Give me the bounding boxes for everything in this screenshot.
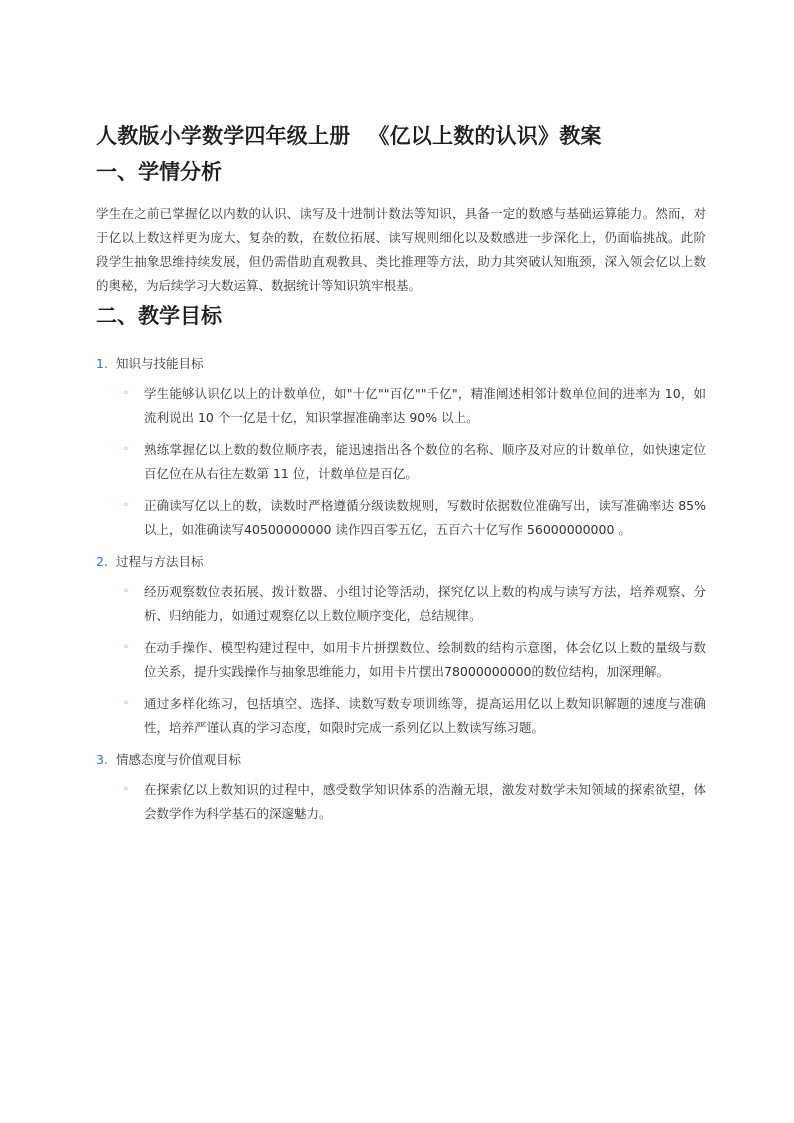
goal-title	[96, 550, 706, 574]
goal-number: 1.	[96, 356, 108, 371]
list-item	[96, 494, 706, 542]
goal-process	[96, 550, 706, 740]
bullet-icon: ◦	[123, 698, 129, 709]
goal-number: 3.	[96, 752, 108, 767]
list-item	[96, 580, 706, 628]
goal-list	[96, 352, 706, 826]
goal-attitude	[96, 748, 706, 826]
list-item-text: 熟练掌握亿以上数的数位顺序表，能迅速指出各个数位的名称、顺序及对应的计数单位，如快速定位百亿位在从右往左数第 11 位，计数单位是百亿。	[144, 442, 706, 481]
goal-title	[96, 352, 706, 376]
document-page	[96, 118, 706, 834]
bullet-icon: ◦	[123, 388, 129, 399]
goal-title-text: 情感态度与价值观目标	[116, 752, 242, 767]
document-title	[96, 118, 706, 154]
goal-title-text: 知识与技能目标	[116, 356, 204, 371]
list-item-text: 正确读写亿以上的数，读数时严格遵循分级读数规则，写数时依据数位准确写出，读写准确率达 85% 以上，如准确读写40500000000 读作四百零五亿，五百六十亿写作 56000000000 。	[144, 498, 706, 537]
document-title-part1: 人教版小学数学四年级上册	[96, 124, 351, 148]
list-item-text: 在动手操作、模型构建过程中，如用卡片拼摆数位、绘制数的结构示意图，体会亿以上数的量级与数位关系，提升实践操作与抽象思维能力，如用卡片摆出78000000000的数位结构，加深理解。	[144, 640, 706, 679]
bullet-icon: ◦	[123, 500, 129, 511]
bullet-icon: ◦	[123, 444, 129, 455]
goal-sub-list	[96, 778, 706, 826]
bullet-icon: ◦	[123, 586, 129, 597]
goal-sub-list	[96, 580, 706, 740]
goal-number: 2.	[96, 554, 108, 569]
goal-sub-list	[96, 382, 706, 542]
section-heading-analysis: 一、学情分析	[96, 160, 222, 184]
list-item-text: 学生能够认识亿以上的计数单位，如"十亿""百亿""千亿"，精准阐述相邻计数单位间的进率为 10，如流利说出 10 个一亿是十亿，知识掌握准确率达 90% 以上。	[144, 386, 706, 425]
analysis-paragraph: 学生在之前已掌握亿以内数的认识、读写及十进制计数法等知识，具备一定的数感与基础运算能力。然而，对于亿以上数这样更为庞大、复杂的数，在数位拓展、读写规则细化以及数感进一步深化上，仍面临挑战。此阶段学生抽象思维持续发展，但仍需借助直观教具、类比推理等方法，助力其突破认知瓶颈，深入领会亿以上数的奥秘，为后续学习大数运算、数据统计等知识筑牢根基。	[96, 206, 706, 293]
list-item	[96, 778, 706, 826]
list-item	[96, 692, 706, 740]
bullet-icon: ◦	[123, 784, 129, 795]
goal-knowledge	[96, 352, 706, 542]
bullet-icon: ◦	[123, 642, 129, 653]
list-item	[96, 636, 706, 684]
document-title-part2: 《亿以上数的认识》教案	[368, 124, 602, 148]
list-item-text: 通过多样化练习，包括填空、选择、读数写数专项训练等，提高运用亿以上数知识解题的速度与准确性，培养严谨认真的学习态度，如限时完成一系列亿以上数读写练习题。	[144, 696, 706, 735]
list-item	[96, 382, 706, 430]
section-heading-goals: 二、教学目标	[96, 304, 222, 328]
list-item-text: 经历观察数位表拓展、拨计数器、小组讨论等活动，探究亿以上数的构成与读写方法，培养观察、分析、归纳能力，如通过观察亿以上数位顺序变化，总结规律。	[144, 584, 706, 623]
list-item	[96, 438, 706, 486]
list-item-text: 在探索亿以上数知识的过程中，感受数学知识体系的浩瀚无垠，激发对数学未知领域的探索欲望，体会数学作为科学基石的深邃魅力。	[144, 782, 706, 821]
goal-title-text: 过程与方法目标	[116, 554, 204, 569]
goal-title	[96, 748, 706, 772]
